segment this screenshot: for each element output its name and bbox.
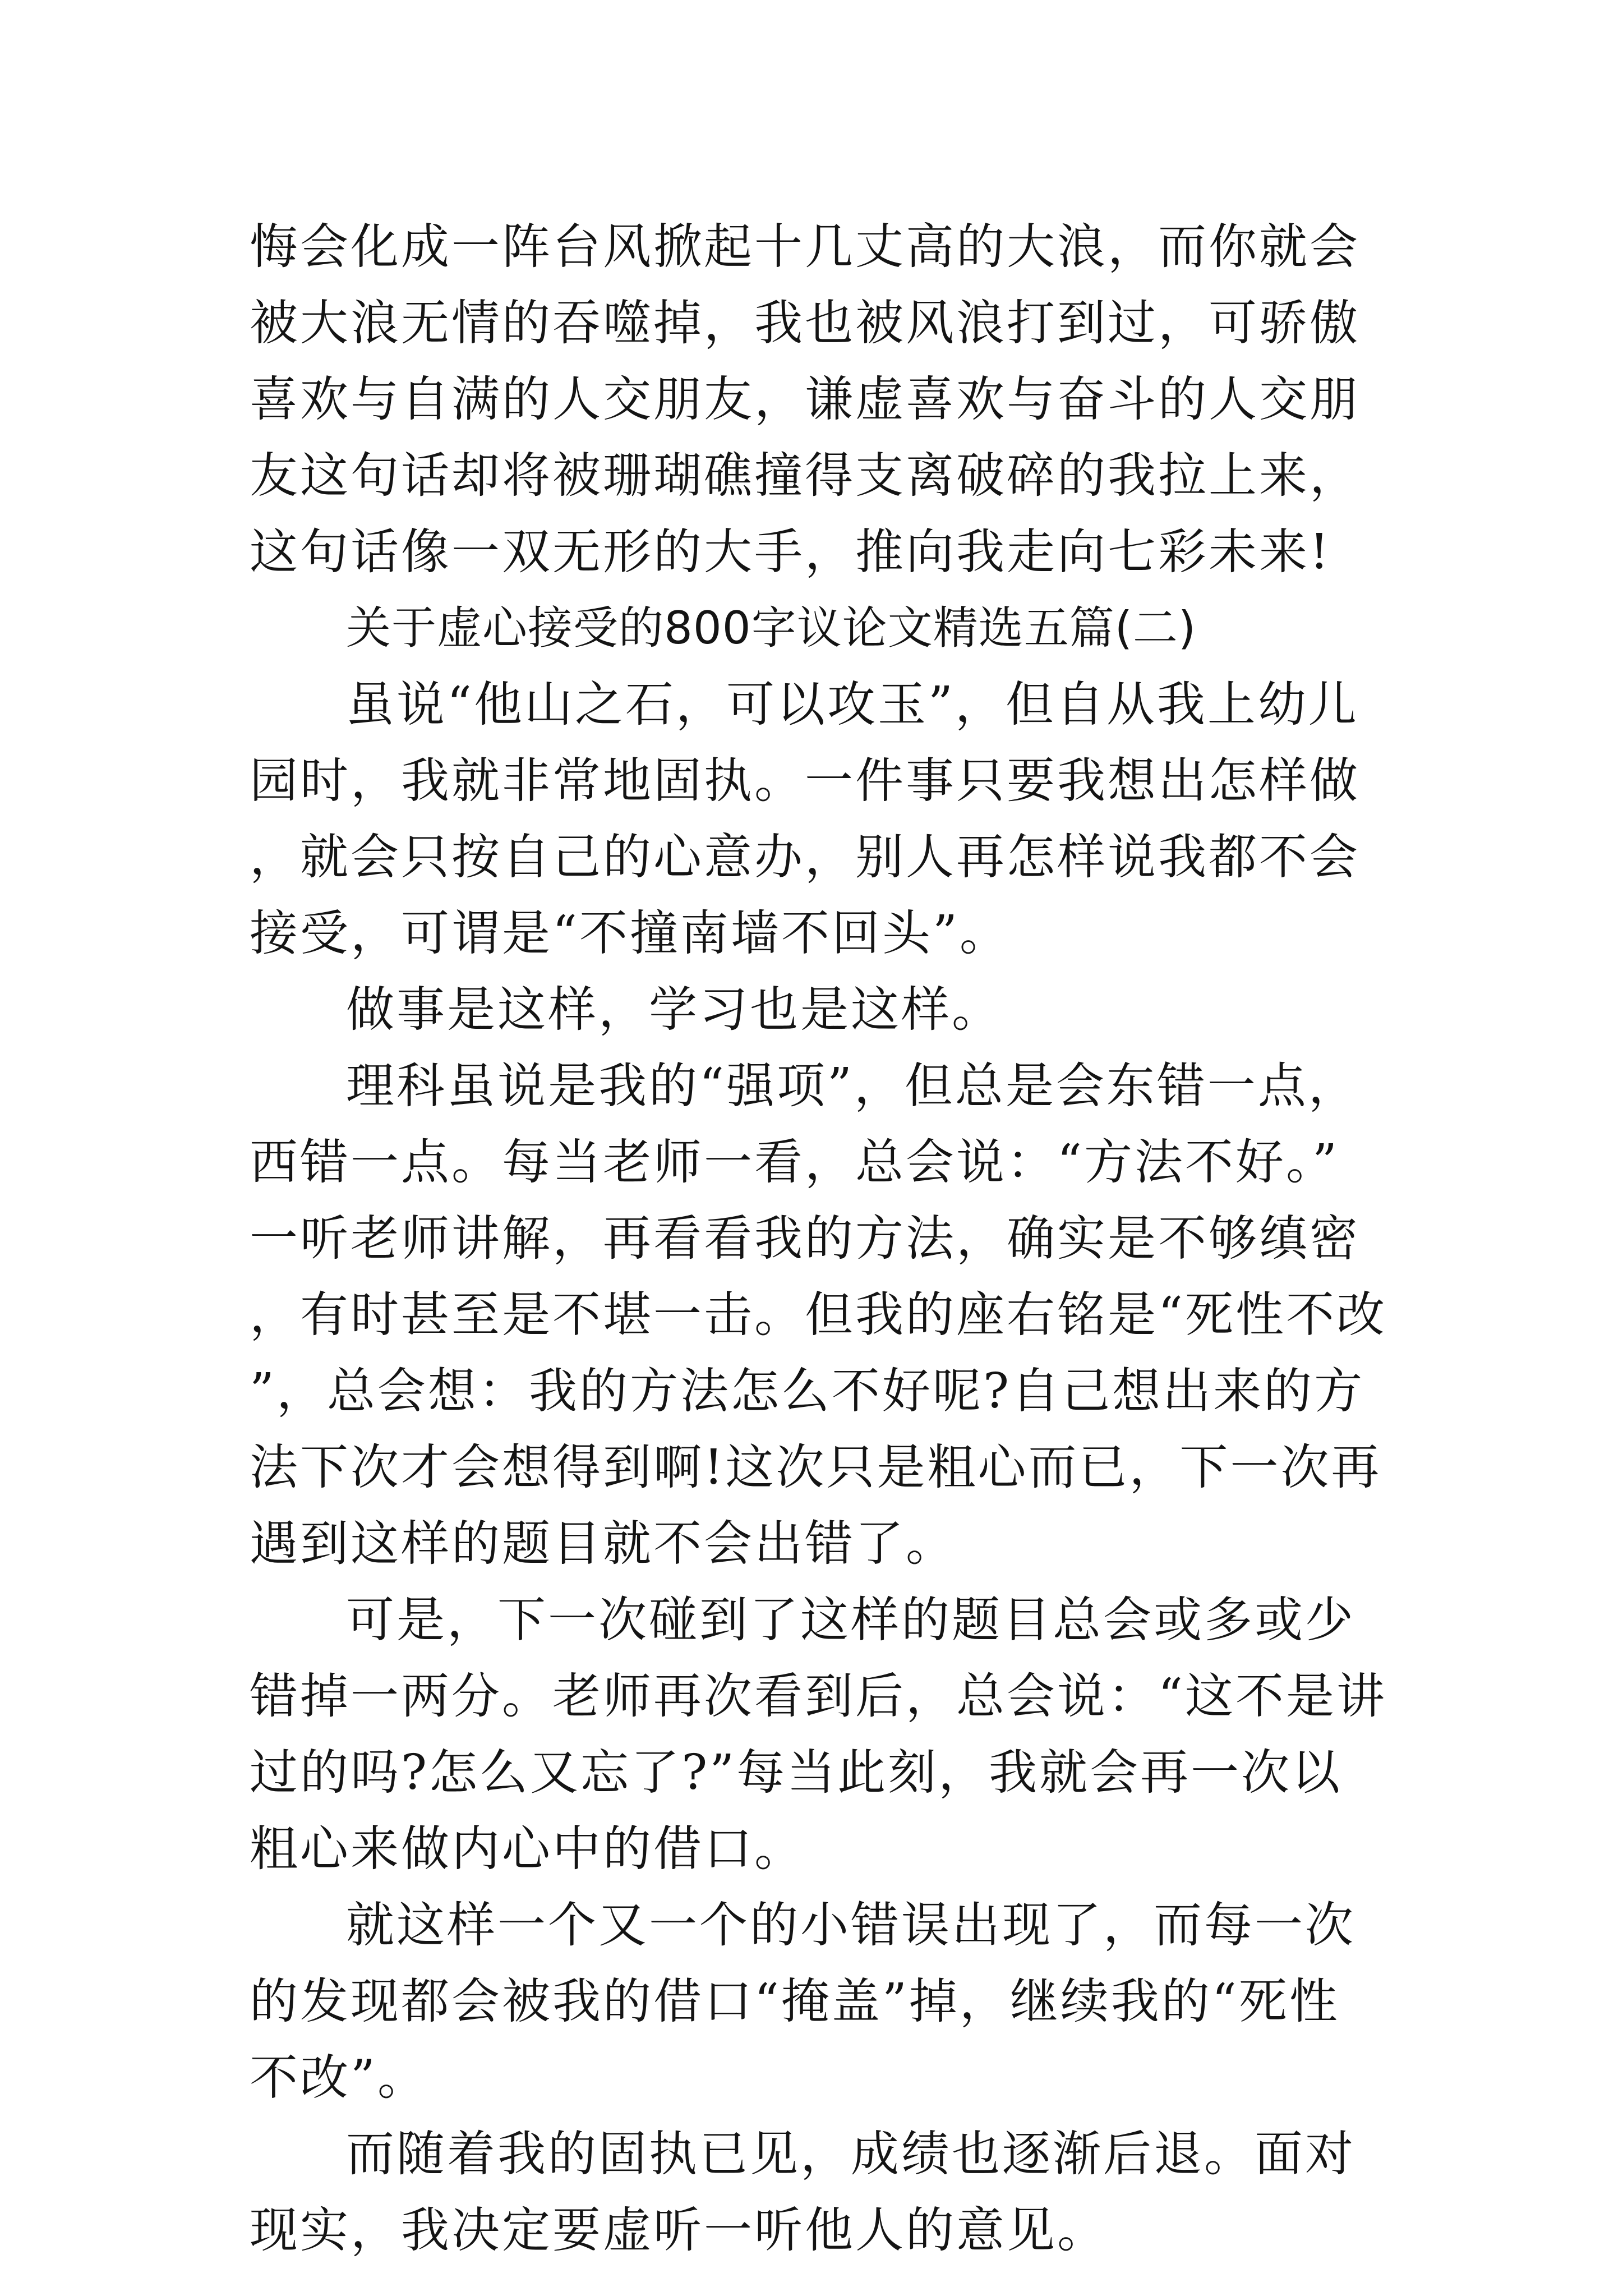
document-body [250, 209, 1388, 2269]
paragraph-continuation: 悔会化成一阵台风掀起十几丈高的大浪，而你就会被大浪无情的吞噬掉，我也被风浪打到过，可骄傲喜欢与自满的人交朋友，谦虚喜欢与奋斗的人交朋友这句话却将被珊瑚礁撞得支离破碎的我拉上来，这句话像一双无形的大手，推向我走向七彩未来! [250, 219, 1360, 580]
section-title: 关于虚心接受的800字议论文精选五篇(二) [346, 602, 1197, 654]
paragraph: 就这样一个又一个的小错误出现了，而每一次的发现都会被我的借口“掩盖”掉，继续我的“死性不改”。 [250, 1897, 1355, 2106]
paragraph: 理科虽说是我的“强项”，但总是会东错一点，西错一点。每当老师一看，总会说：“方法不好。”一听老师讲解，再看看我的方法，确实是不够缜密，有时甚至是不堪一击。但我的座右铭是“死性不改”，总会想：我的方法怎么不好呢?自己想出来的方法下次才会想得到啊!这次只是粗心而已，下一次再遇到这样的题目就不会出错了。 [250, 1058, 1387, 1572]
paragraph: 可是，下一次碰到了这样的题目总会或多或少错掉一两分。老师再次看到后，总会说：“这不是讲过的吗?怎么又忘了?”每当此刻，我就会再一次以粗心来做内心中的借口。 [250, 1592, 1387, 1877]
paragraph: 虽说“他山之石，可以攻玉”，但自从我上幼儿园时，我就非常地固执。一件事只要我想出怎样做，就会只按自己的心意办，别人再怎样说我都不会接受，可谓是“不撞南墙不回头”。 [250, 677, 1360, 961]
paragraph: 而随着我的固执已见，成绩也逐渐后退。面对现实，我决定要虚听一听他人的意见。 [250, 2126, 1355, 2258]
paragraph: 做事是这样，学习也是这样。 [346, 982, 1002, 1038]
